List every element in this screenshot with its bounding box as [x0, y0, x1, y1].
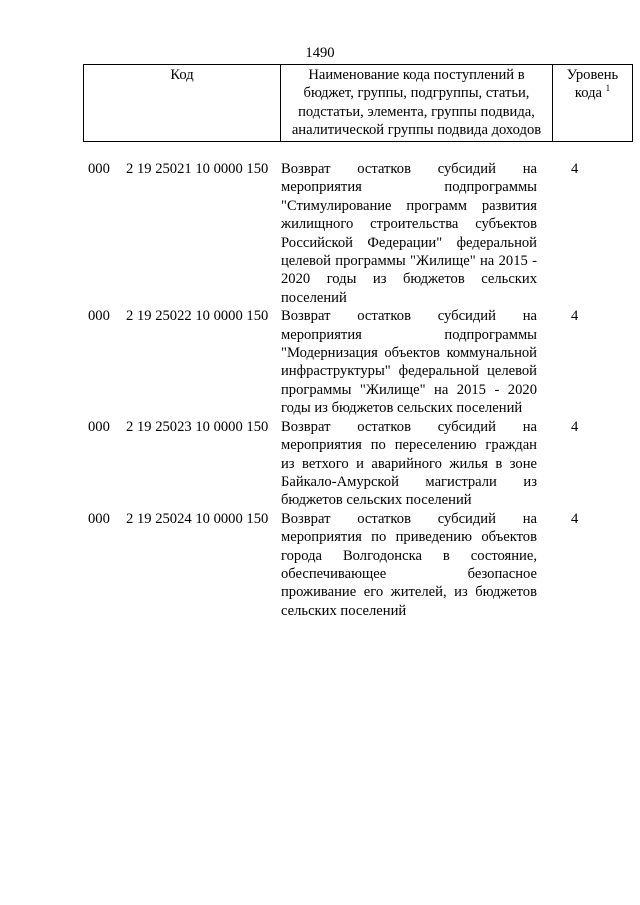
table-body [83, 160, 611, 620]
row-name-line: программы "Жилище" на 2015 - 2020 [281, 381, 537, 398]
row-code: 2 19 25022 10 0000 150 [126, 308, 269, 325]
row-name-line: мероприятия по приведению объектов [281, 529, 537, 546]
row-name-line: мероприятия подпрограммы [281, 326, 537, 343]
page-number: 1490 [305, 45, 335, 61]
row-name-line: годы из бюджетов сельских поселений [281, 400, 523, 417]
row-level: 4 [571, 308, 579, 325]
row-name-line: бюджетов сельских поселений [281, 492, 472, 509]
table-row [83, 510, 611, 620]
header-level [553, 65, 633, 142]
row-name-line: мероприятия по переселению граждан [281, 437, 537, 454]
row-name-line: Возврат остатков субсидий на [281, 161, 537, 177]
row-name-line: поселений [281, 289, 347, 306]
table-header [83, 64, 633, 142]
row-name-line: обеспечивающее безопасное [281, 565, 537, 582]
row-code: 2 19 25024 10 0000 150 [126, 510, 269, 527]
header-name-line: бюджет, группы, подгруппы, статьи, [303, 85, 530, 102]
header-name-line: подстатьи, элемента, группы подвида, [298, 103, 535, 120]
row-name-line: "Модернизация объектов коммунальной [281, 345, 537, 362]
row-group-code: 000 [88, 161, 110, 177]
row-name-line: 2020 годы из бюджетов сельских [281, 271, 537, 288]
row-name-line: Возврат остатков субсидий на [281, 510, 537, 527]
row-name-line: "Стимулирование программ развития [281, 197, 537, 214]
row-group-code: 000 [88, 510, 110, 527]
header-name [281, 65, 553, 142]
row-name-line: проживание его жителей, из бюджетов [281, 584, 537, 601]
row-name-line: жилищного строительства субъектов [281, 216, 537, 233]
header-code [84, 65, 281, 142]
row-level: 4 [571, 510, 579, 527]
header-name-line: аналитической группы подвида доходов [291, 122, 542, 139]
row-name [281, 418, 537, 510]
row-level: 4 [571, 161, 579, 177]
row-name-line: Возврат остатков субсидий на [281, 418, 537, 435]
row-name-line: города Волгодонска в состояние, [281, 547, 537, 564]
row-name [281, 307, 537, 417]
table-row [83, 160, 611, 307]
table-row [83, 418, 611, 510]
row-group-code: 000 [88, 308, 110, 325]
row-name-line: сельских поселений [281, 602, 407, 619]
row-name-line: мероприятия подпрограммы [281, 179, 537, 196]
header-name-line: Наименование кода поступлений в [308, 67, 525, 83]
row-group-code: 000 [88, 418, 110, 435]
table-row [83, 307, 611, 417]
row-name [281, 510, 537, 620]
header-level-label-2: кода [574, 85, 602, 102]
row-code: 2 19 25021 10 0000 150 [126, 161, 269, 177]
header-code-label: Код [170, 67, 194, 83]
row-name [281, 160, 537, 307]
row-level: 4 [571, 418, 579, 435]
row-name-line: Российской Федерации" федеральной [281, 234, 537, 251]
row-name-line: Возврат остатков субсидий на [281, 308, 537, 325]
row-name-line: из ветхого и аварийного жилья в зоне [281, 455, 537, 472]
row-name-line: инфраструктуры" федеральной целевой [281, 363, 537, 380]
header-level-label: Уровень [566, 67, 619, 83]
row-name-line: целевой программы "Жилище" на 2015 - [281, 253, 537, 270]
row-name-line: Байкало-Амурской магистрали из [281, 473, 537, 490]
row-code: 2 19 25023 10 0000 150 [126, 418, 269, 435]
footnote-marker: 1 [605, 83, 611, 94]
